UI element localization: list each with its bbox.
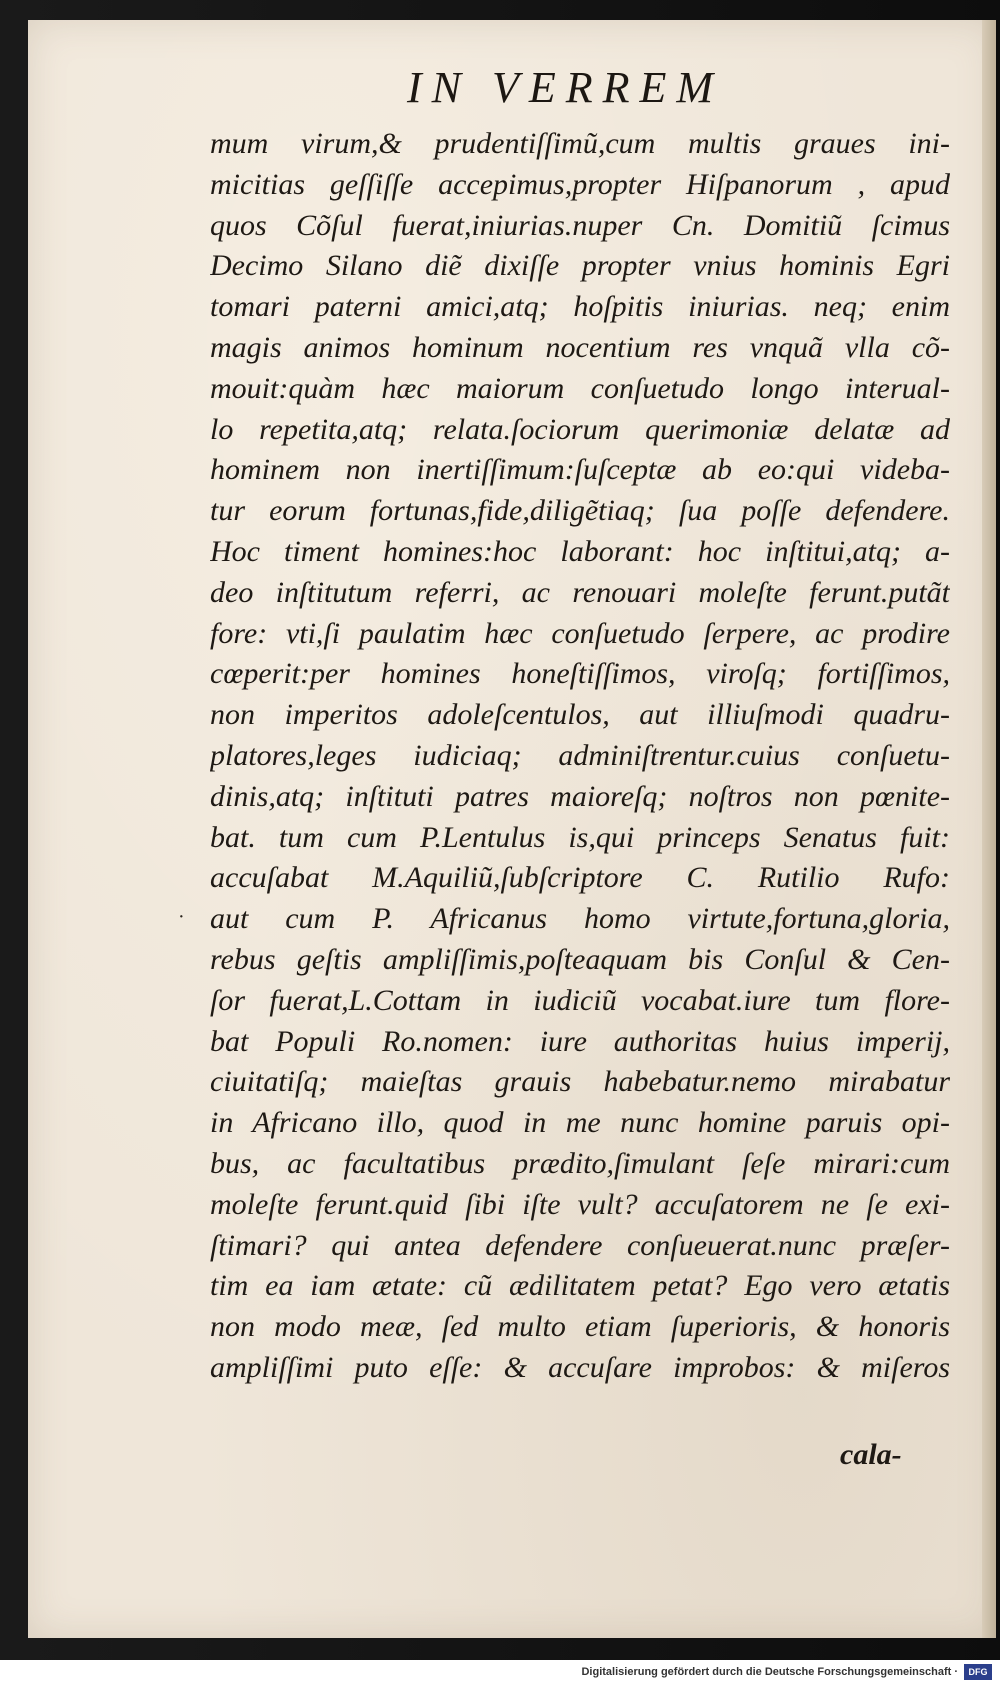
text-line: deo inſtitutum referri, ac renouari moleſte ferunt.putãt	[210, 575, 950, 609]
text-line: non imperitos adoleſcentulos, aut illiuſmodi quadru-	[210, 698, 950, 732]
text-line: quos Cõſul fuerat,iniurias.nuper Cn. Domitiũ ſcimus	[210, 208, 950, 242]
catchword: cala-	[840, 1438, 902, 1471]
text-line: ciuitatiſq; maieſtas grauis habebatur.nemo mirabatur	[210, 1065, 950, 1099]
text-line: non modo meæ, ſed multo etiam ſuperioris, & honoris	[210, 1310, 950, 1344]
text-line: ſor fuerat,L.Cottam in iudiciũ vocabat.iure tum flore-	[210, 983, 950, 1017]
running-title: IN VERREM	[406, 63, 724, 112]
text-line: tim ea iam ætate: cũ ædilitatem petat? Ego vero ætatis	[210, 1269, 950, 1303]
dfg-logo: DFG	[964, 1664, 992, 1680]
text-line: tomari paterni amici,atq; hoſpitis iniurias. neq; enim	[210, 290, 950, 324]
text-line: magis animos hominum nocentium res vnquã vlla cõ-	[210, 330, 950, 364]
text-line: bat Populi Ro.nomen: iure authoritas huius imperij,	[210, 1024, 950, 1058]
page-edge	[982, 20, 996, 1638]
text-line: micitias geſſiſſe accepimus,propter Hiſpanorum , apud	[210, 167, 950, 201]
digitization-credit: Digitalisierung gefördert durch die Deutsche Forschungsgemeinschaft ·	[581, 1666, 958, 1678]
text-line: accuſabat M.Aquiliũ,ſubſcriptore C. Rutilio Rufo:	[210, 861, 950, 895]
text-line: moleſte ferunt.quid ſibi iſte vult? accuſatorem ne ſe exi-	[210, 1187, 950, 1221]
margin-mark: ·	[178, 906, 185, 928]
text-line: rebus geſtis ampliſſimis,poſteaquam bis Conſul & Cen-	[210, 942, 950, 976]
text-line: bus, ac facultatibus prædito,ſimulant ſeſe mirari:cum	[210, 1146, 950, 1180]
text-line: dinis,atq; inſtituti patres maioreſq; noſtros non pœnite-	[210, 779, 950, 813]
text-line: lo repetita,atq; relata.ſociorum querimoniæ delatæ ad	[210, 412, 950, 446]
text-line: bat. tum cum P.Lentulus is,qui princeps Senatus fuit:	[210, 820, 950, 854]
text-line: platores,leges iudiciaq; adminiſtrentur.cuius conſuetu-	[210, 738, 950, 772]
text-line: Hoc timent homines:hoc laborant: hoc inſtitui,atq; a-	[210, 534, 950, 568]
text-line: fore: vti,ſi paulatim hæc conſuetudo ſerpere, ac prodire	[210, 616, 950, 650]
text-line: mouit:quàm hæc maiorum conſuetudo longo interual-	[210, 371, 950, 405]
text-line: in Africano illo, quod in me nunc homine paruis opi-	[210, 1106, 950, 1140]
text-line: aut cum P. Africanus homo virtute,fortuna,gloria,	[210, 902, 950, 936]
text-line: Decimo Silano diẽ dixiſſe propter vnius hominis Egri	[210, 249, 950, 283]
text-line: tur eorum fortunas,fide,diligẽtiaq; ſua poſſe defendere.	[210, 494, 950, 528]
text-line: hominem non inertiſſimum:ſuſceptæ ab eo:qui videba-	[210, 453, 950, 487]
text-line: cœperit:per homines honeſtiſſimos, viroſq; fortiſſimos,	[210, 657, 950, 691]
text-line: ſtimari? qui antea defendere conſueuerat.nunc præſer-	[210, 1228, 950, 1262]
body-text	[210, 124, 950, 1389]
text-line: ampliſſimi puto eſſe: & accuſare improbos: & miſeros	[210, 1350, 950, 1384]
text-line: mum virum,& prudentiſſimũ,cum multis graues ini-	[210, 127, 950, 160]
